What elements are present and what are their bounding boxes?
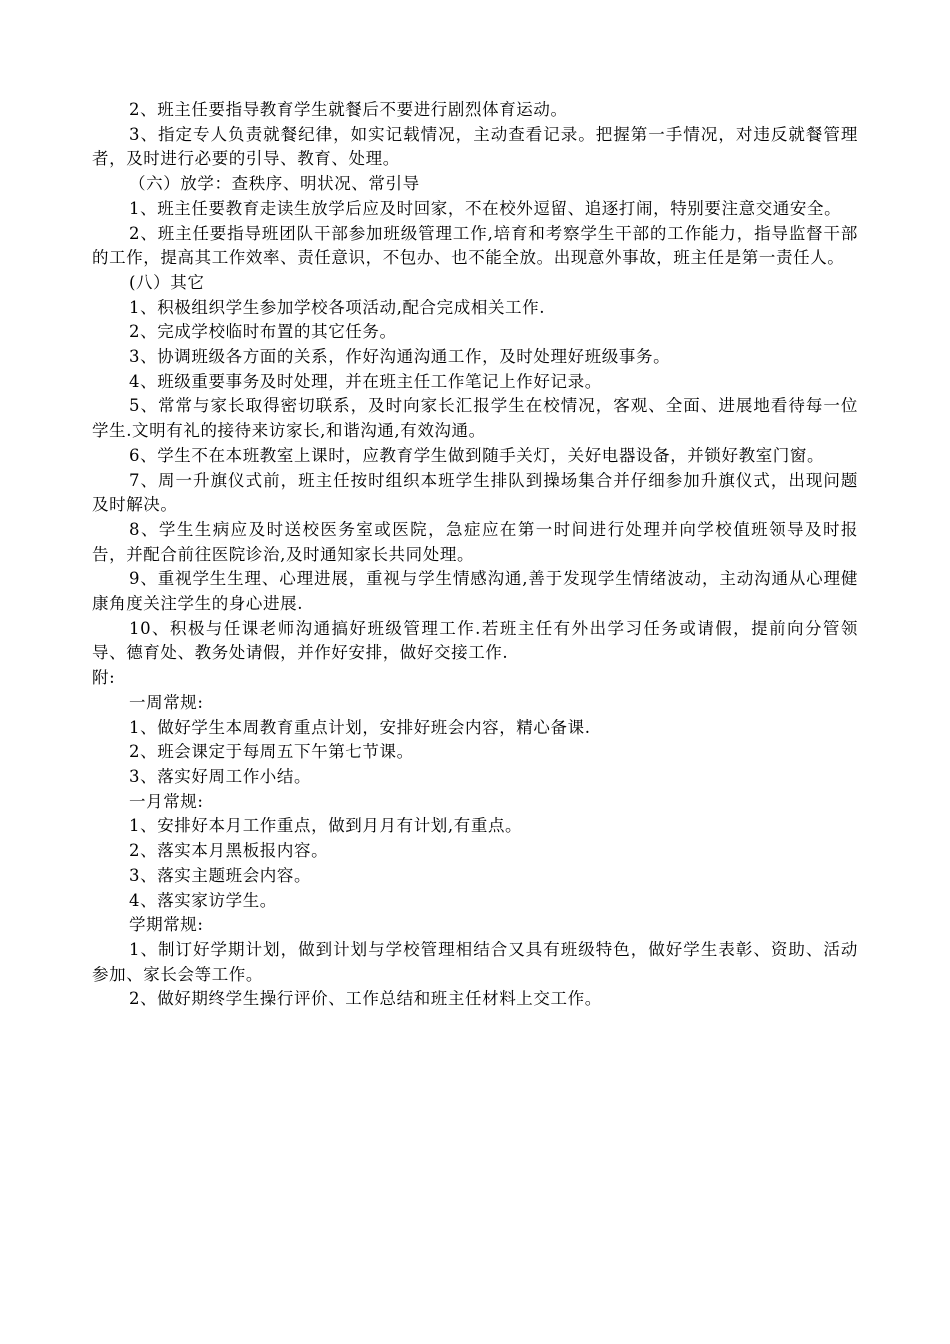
paragraph: 2、完成学校临时布置的其它任务。	[129, 322, 397, 342]
paragraph: 2、班主任要指导教育学生就餐后不要进行剧烈体育运动。	[129, 100, 568, 119]
paragraph: 4、班级重要事务及时处理，并在班主任工作笔记上作好记录。	[129, 371, 602, 391]
paragraph: 8、学生生病应及时送校医务室或医院，急症应在第一时间进行处理并向学校值班领导及时报告，并配合前往医院诊治,及时通知家长共同处理。	[92, 519, 858, 564]
paragraph: 7、周一升旗仪式前，班主任按时组织本班学生排队到操场集合并仔细参加升旗仪式，出现问题及时解决。	[92, 470, 858, 515]
appendix-item: 3、落实主题班会内容。	[129, 865, 312, 885]
appendix-item: 4、落实家访学生。	[129, 890, 277, 910]
section-heading: （六）放学：查秩序、明状况、常引导	[129, 174, 420, 194]
appendix-item: 1、安排好本月工作重点，做到月月有计划,有重点。	[129, 816, 523, 836]
paragraph: 5、常常与家长取得密切联系，及时向家长汇报学生在校情况，客观、全面、进展地看待每一位学生.文明有礼的接待来访家长,和谐沟通,有效沟通。	[92, 396, 858, 441]
paragraph: 2、班主任要指导班团队干部参加班级管理工作,培育和考察学生干部的工作能力，指导监督干部的工作，提高其工作效率、责任意识，不包办、也不能全放。出现意外事故，班主任是第一责任人。	[92, 223, 858, 268]
appendix-item: 2、做好期终学生操行评价、工作总结和班主任材料上交工作。	[129, 989, 602, 1009]
paragraph: 9、重视学生生理、心理进展，重视与学生情感沟通,善于发现学生情绪波动，主动沟通从心理健康角度关注学生的身心进展.	[92, 569, 858, 614]
appendix-item: 2、班会课定于每周五下午第七节课。	[129, 742, 414, 762]
paragraph: 10、积极与任课老师沟通搞好班级管理工作.若班主任有外出学习任务或请假，提前向分管领导、德育处、教务处请假，并作好安排，做好交接工作.	[92, 618, 858, 663]
paragraph: 3、指定专人负责就餐纪律，如实记载情况，主动查看记录。把握第一手情况，对违反就餐管理者，及时进行必要的引导、教育、处理。	[92, 124, 858, 169]
paragraph: 1、积极组织学生参加学校各项活动,配合完成相关工作.	[129, 297, 546, 317]
section-heading: (八）其它	[129, 272, 205, 292]
appendix-item: 1、做好学生本周教育重点计划，安排好班会内容，精心备课.	[129, 717, 591, 737]
paragraph: 3、协调班级各方面的关系，作好沟通沟通工作，及时处理好班级事务。	[129, 347, 671, 367]
appendix-label: 附:	[92, 668, 116, 688]
paragraph: 6、学生不在本班教室上课时，应教育学生做到随手关灯，关好电器设备，并锁好教室门窗。	[129, 445, 825, 465]
appendix-heading: 学期常规:	[129, 915, 204, 935]
document-page	[92, 98, 858, 1012]
appendix-heading: 一月常规:	[129, 791, 204, 811]
appendix-item: 1、制订好学期计划，做到计划与学校管理相结合又具有班级特色，做好学生表彰、资助、活动参加、家长会等工作。	[92, 939, 858, 984]
appendix-heading: 一周常规:	[129, 692, 204, 712]
paragraph: 1、班主任要教育走读生放学后应及时回家，不在校外逗留、追逐打闹，特别要注意交通安全。	[129, 198, 842, 218]
appendix-item: 3、落实好周工作小结。	[129, 766, 312, 786]
appendix-item: 2、落实本月黑板报内容。	[129, 841, 329, 861]
